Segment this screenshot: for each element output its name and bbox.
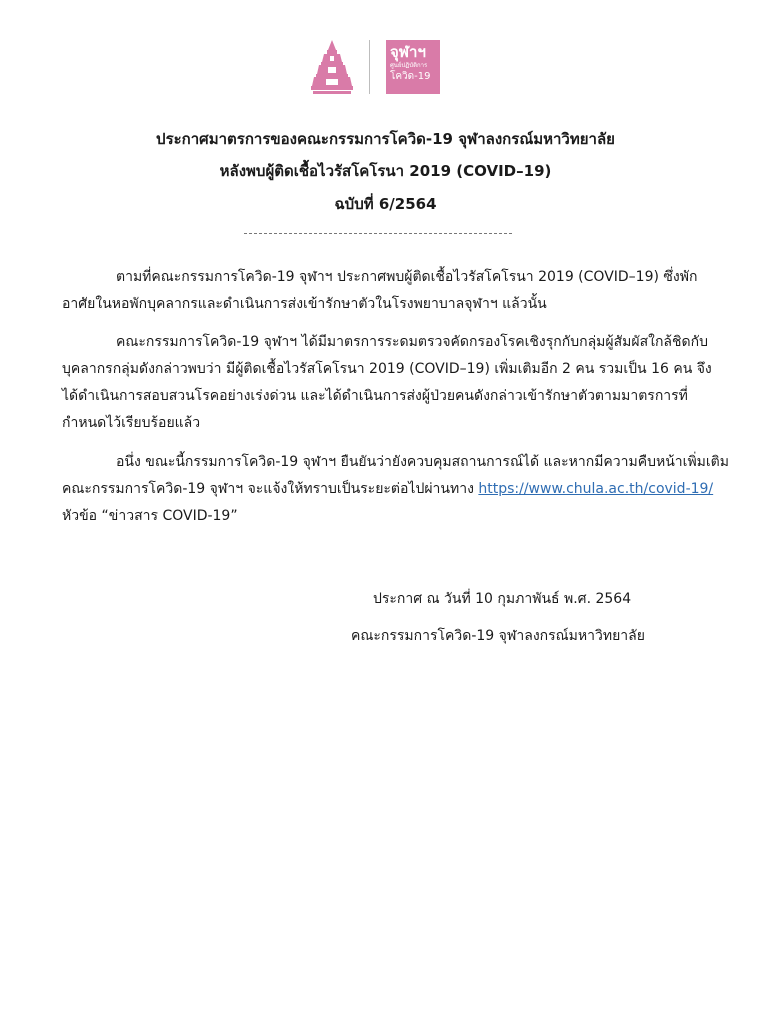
paragraph-3-line-3: หัวข้อ “ข่าวสาร COVID-19” (62, 508, 238, 524)
brand-box (386, 40, 440, 94)
heading-line-1: ประกาศมาตรการของคณะกรรมการโควิด-19 จุฬาลงกรณ์มหาวิทยาลัย (156, 130, 615, 148)
signature-org: คณะกรรมการโควิด-19 จุฬาลงกรณ์มหาวิทยาลัย (351, 628, 645, 644)
paragraph-3-line-2-text: คณะกรรมการโควิด-19 จุฬาฯ จะแจ้งให้ทราบเป็นระยะต่อไปผ่านทาง (62, 481, 479, 497)
paragraph-2-line-4: กำหนดไว้เรียบร้อยแล้ว (62, 415, 201, 431)
chula-emblem-icon (310, 38, 354, 96)
heading-line-2: หลังพบผู้ติดเชื้อไวรัสโคโรนา 2019 (COVID–19) (219, 162, 552, 180)
paragraph-3 (62, 449, 730, 530)
covid-info-link[interactable]: https://www.chula.ac.th/covid-19/ (478, 481, 714, 497)
paragraph-1 (62, 264, 712, 318)
brand-main-text: จุฬาฯ (390, 43, 426, 61)
paragraph-2-line-2: บุคลากรกลุ่มดังกล่าวพบว่า มีผู้ติดเชื้อไวรัสโคโรนา 2019 (COVID–19) เพิ่มเติมอีก 2 คน รวมเป็น 16 คน จึง (62, 361, 712, 377)
heading-line-3: ฉบับที่ 6/2564 (334, 195, 437, 213)
paragraph-2-line-1: คณะกรรมการโควิด-19 จุฬาฯ ได้มีมาตรการระดมตรวจคัดกรองโรคเชิงรุกกับกลุ่มผู้สัมผัสใกล้ชิดกับ (116, 334, 708, 350)
paragraph-2-line-3: ได้ดำเนินการสอบสวนโรคอย่างเร่งด่วน และได้ดำเนินการส่งผู้ป่วยคนดังกล่าวเข้ารักษาตัวตามมาตรการที่ (62, 388, 688, 404)
signature-date: ประกาศ ณ วันที่ 10 กุมภาพันธ์ พ.ศ. 2564 (373, 591, 632, 607)
paragraph-3-line-1: อนึ่ง ขณะนี้กรรมการโควิด-19 จุฬาฯ ยืนยันว่ายังควบคุมสถานการณ์ได้ และหากมีความคืบหน้าเพิ่มเติม (116, 454, 730, 470)
logo-area (310, 38, 440, 100)
brand-sub-text: ศูนย์ปฏิบัติการ (390, 62, 428, 69)
paragraph-1-line-1: ตามที่คณะกรรมการโควิด-19 จุฬาฯ ประกาศพบผู้ติดเชื้อไวรัสโคโรนา 2019 (COVID–19) ซึ่งพัก (116, 269, 698, 285)
paragraph-1-line-2: อาศัยในหอพักบุคลากรและดำเนินการส่งเข้ารักษาตัวในโรงพยาบาลจุฬาฯ แล้วนั้น (62, 296, 547, 312)
brand-sub2-text: โควิด-19 (390, 71, 431, 82)
logo-divider (369, 40, 370, 94)
paragraph-3-line-2 (62, 476, 712, 503)
heading-divider (244, 233, 512, 234)
paragraph-2 (62, 329, 712, 437)
